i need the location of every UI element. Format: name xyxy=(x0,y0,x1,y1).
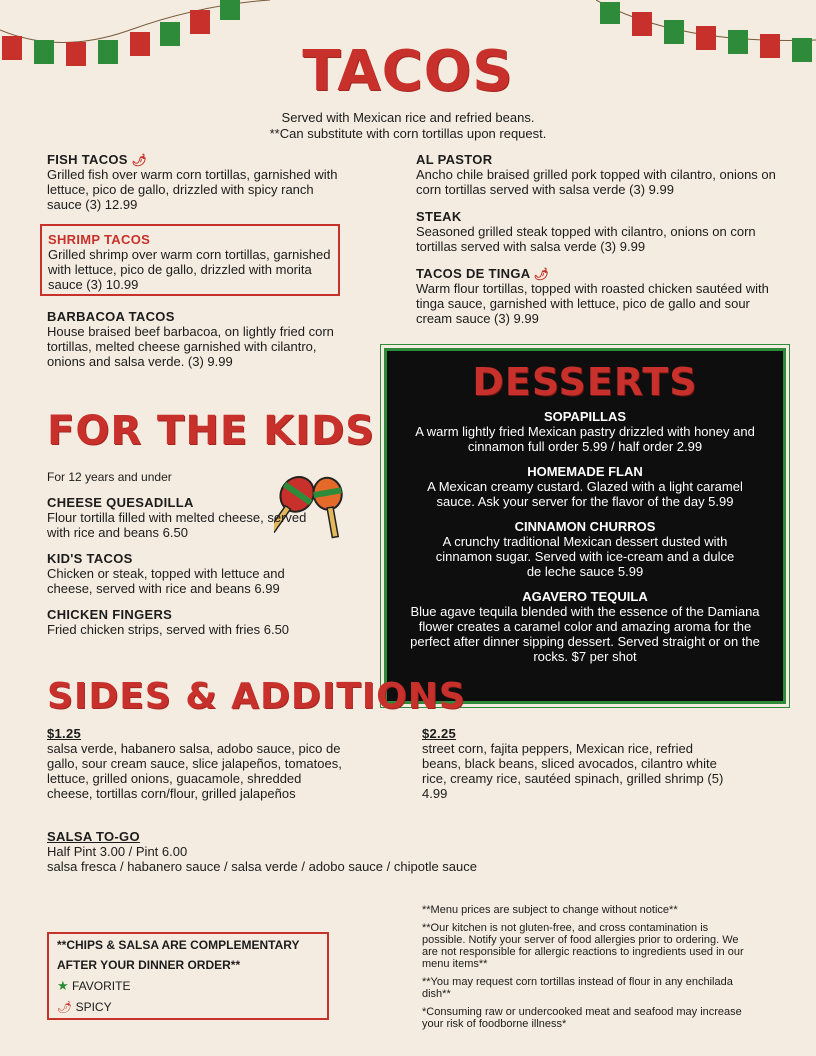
spicy-label: SPICY xyxy=(75,1000,112,1014)
salsa-to-go xyxy=(47,829,607,874)
menu-item-fish-tacos xyxy=(47,152,347,212)
menu-item-steak xyxy=(416,209,776,254)
item-desc: Grilled shrimp over warm corn tortillas, garnished with lettuce, pico de gallo, drizzled with morita sauce (3) 10.99 xyxy=(48,247,331,292)
chili-pepper-icon: 🌶 xyxy=(57,1000,73,1014)
note-allergens: **Our kitchen is not gluten-free, and cross contamination is possible. Notify your server of food allergies prior to ordering. We are not responsible for allergic reactions to ingredients used in our menu items** xyxy=(422,922,744,970)
salsa-price: Half Pint 3.00 / Pint 6.00 xyxy=(47,844,188,859)
legend-line-2: AFTER YOUR DINNER ORDER** xyxy=(57,958,241,972)
menu-item-chicken-fingers xyxy=(47,607,347,637)
dessert-sopapillas xyxy=(387,409,783,454)
chili-pepper-icon: 🌶 xyxy=(533,267,550,281)
tacos-title: TACOS xyxy=(302,39,514,104)
salsa-list: salsa fresca / habanero sauce / salsa verde / adobo sauce / chipotle sauce xyxy=(47,859,477,874)
legend-spicy xyxy=(57,1000,319,1014)
legend-favorite xyxy=(57,978,319,994)
kids-subtitle: For 12 years and under xyxy=(47,470,172,484)
item-desc: Chicken or steak, topped with lettuce and cheese, served with rice and beans 6.99 xyxy=(47,566,285,596)
kids-title: FOR THE KIDS xyxy=(47,408,375,454)
menu-item-barbacoa-tacos xyxy=(47,309,347,369)
sides-list: salsa verde, habanero salsa, adobo sauce, pico de gallo, sour cream sauce, slice jalapeños, tomatoes, lettuce, grilled onions, guacamole, shredded cheese, tortillas corn/flour, grilled jalapeños xyxy=(47,741,342,801)
item-name: AGAVERO TEQUILA xyxy=(522,589,648,604)
item-desc: Blue agave tequila blended with the essence of the Damiana flower creates a caramel color and amazing aroma for the perfect after dinner sipping dessert. Served straight or on the rocks. $7 per shot xyxy=(410,604,760,664)
tacos-subtitle-2: **Can substitute with corn tortillas upon request. xyxy=(269,126,547,141)
note-prices: **Menu prices are subject to change without notice** xyxy=(422,904,678,916)
sides-title: SIDES & ADDITIONS xyxy=(47,676,466,717)
price-label: $1.25 xyxy=(47,726,82,741)
item-name: CINNAMON CHURROS xyxy=(514,519,656,534)
item-name: HOMEMADE FLAN xyxy=(527,464,643,479)
desserts-box xyxy=(384,348,786,704)
item-desc: Ancho chile braised grilled pork topped with cilantro, onions on corn tortillas served with salsa verde (3) 9.99 xyxy=(416,167,776,197)
note-raw-food: *Consuming raw or undercooked meat and seafood may increase your risk of foodborne illness* xyxy=(422,1006,742,1030)
item-name: STEAK xyxy=(416,209,462,224)
dessert-cinnamon-churros xyxy=(387,519,783,579)
desserts-title: DESSERTS xyxy=(472,360,698,404)
menu-item-cheese-quesadilla xyxy=(47,495,347,540)
menu-item-kids-tacos xyxy=(47,551,347,596)
item-desc: Fried chicken strips, served with fries 6.50 xyxy=(47,622,290,637)
sides-tier-2 xyxy=(422,726,762,801)
item-desc: A warm lightly fried Mexican pastry drizzled with honey and cinnamon full order 5.99 / half order 2.99 xyxy=(415,424,755,454)
item-name: KID'S TACOS xyxy=(47,551,133,566)
item-name: CHEESE QUESADILLA xyxy=(47,495,194,510)
menu-item-shrimp-tacos xyxy=(40,224,340,296)
dessert-agavero-tequila xyxy=(387,589,783,664)
item-name: BARBACOA TACOS xyxy=(47,309,175,324)
item-desc: Flour tortilla filled with melted cheese, served with rice and beans 6.50 xyxy=(47,510,307,540)
item-desc: Warm flour tortillas, topped with roasted chicken sautéed with tinga sauce, garnished with lettuce, pico de gallo and sour cream sauce (3) 9.99 xyxy=(416,281,769,326)
note-tortillas: **You may request corn tortillas instead of flour in any enchilada dish** xyxy=(422,976,733,1000)
item-desc: House braised beef barbacoa, on lightly fried corn tortillas, melted cheese garnished with cilantro, onions and salsa verde. (3) 9.99 xyxy=(47,324,334,369)
item-name: TACOS DE TINGA xyxy=(416,266,530,281)
star-icon: ★ xyxy=(57,978,69,993)
item-desc: Seasoned grilled steak topped with cilantro, onions on corn tortillas served with salsa verde (3) 9.99 xyxy=(416,224,756,254)
item-name: SOPAPILLAS xyxy=(543,409,627,424)
favorite-label: FAVORITE xyxy=(72,979,131,993)
salsa-title: SALSA TO-GO xyxy=(47,829,140,844)
item-name: FISH TACOS xyxy=(47,152,128,167)
item-name: CHICKEN FINGERS xyxy=(47,607,173,622)
item-name: AL PASTOR xyxy=(416,152,493,167)
tacos-subtitle-1: Served with Mexican rice and refried beans. xyxy=(281,110,535,125)
chili-pepper-icon: 🌶 xyxy=(131,153,148,167)
sides-list: street corn, fajita peppers, Mexican rice, refried beans, black beans, sliced avocados, cilantro white rice, creamy rice, sautéed spinach, grilled shrimp (5) 4.99 xyxy=(422,741,724,801)
item-name: SHRIMP TACOS xyxy=(48,232,151,247)
menu-item-al-pastor xyxy=(416,152,776,197)
menu-item-tacos-de-tinga xyxy=(416,266,776,326)
item-desc: A Mexican creamy custard. Glazed with a light caramel sauce. Ask your server for the flavor of the day 5.99 xyxy=(427,479,743,509)
item-desc: A crunchy traditional Mexican dessert dusted with cinnamon sugar. Served with ice-cream and a dulce de leche sauce 5.99 xyxy=(435,534,735,579)
price-label: $2.25 xyxy=(422,726,457,741)
dessert-homemade-flan xyxy=(387,464,783,509)
item-desc: Grilled fish over warm corn tortillas, garnished with lettuce, pico de gallo, drizzled with spicy ranch sauce (3) 12.99 xyxy=(47,167,338,212)
notes xyxy=(422,904,752,1030)
sides-tier-1 xyxy=(47,726,367,801)
legend-box xyxy=(47,932,329,1020)
legend-line-1: **CHIPS & SALSA ARE COMPLEMENTARY xyxy=(57,938,300,952)
